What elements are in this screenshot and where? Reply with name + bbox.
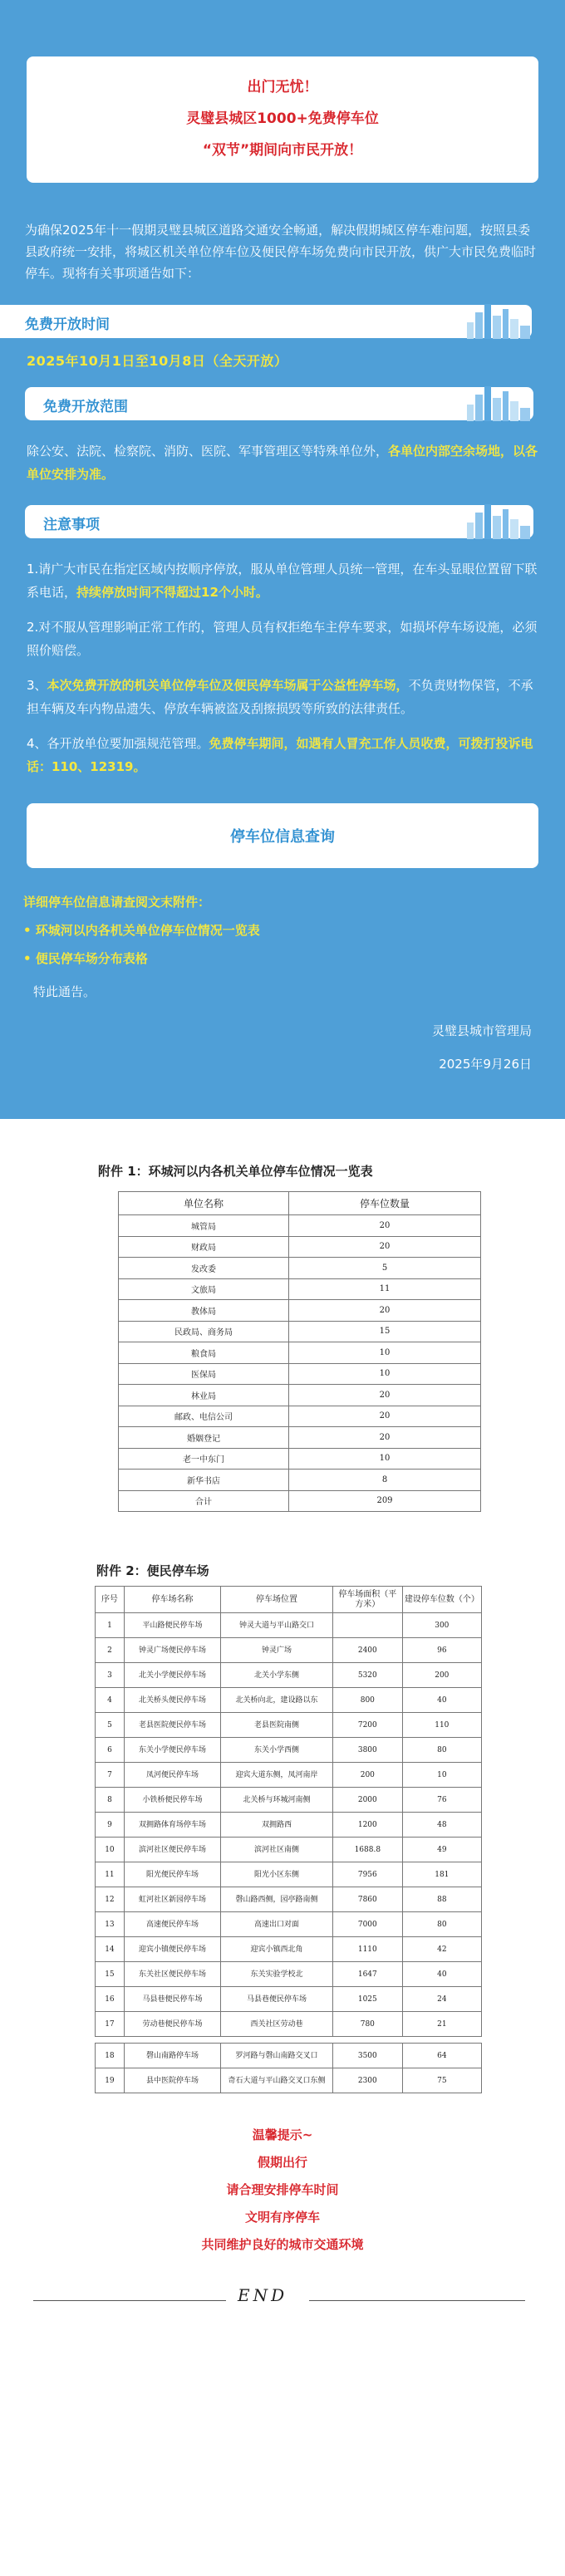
table-header-cell: 停车位数量 (289, 1192, 481, 1215)
table-cell: 1 (96, 1613, 125, 1638)
table-cell: 200 (402, 1663, 481, 1688)
table-row (119, 1236, 481, 1258)
table-cell: 209 (289, 1490, 481, 1512)
table-cell: 老县医院南侧 (221, 1713, 333, 1738)
parking-query-title: 停车位信息查询 (230, 828, 335, 846)
table-row (96, 1862, 482, 1887)
tip-line: 文明有序停车 (244, 2210, 320, 2225)
table-cell: 虹河社区新园停车场 (124, 1887, 220, 1912)
table-row (119, 1278, 481, 1300)
table1-title: 附件 1：环城河以内各机关单位停车位情况一览表 (98, 1164, 373, 1179)
table-row (96, 1763, 482, 1788)
table-cell: 16 (96, 1987, 125, 2012)
table-row (96, 1937, 482, 1962)
tip-line: 温馨提示~ (252, 2127, 313, 2142)
hero-card (27, 56, 538, 183)
scope-paragraph (27, 439, 540, 486)
agency-parking-table-body (119, 1215, 481, 1512)
table-cell: 财政局 (119, 1236, 289, 1258)
table-row (119, 1406, 481, 1427)
attachment-item-2[interactable]: • 便民停车场分布表格 (23, 951, 148, 966)
table-cell: 2 (96, 1638, 125, 1663)
table-cell: 21 (402, 2012, 481, 2037)
table-cell: 北关桥与环城河南侧 (221, 1788, 333, 1813)
table-cell: 东关社区便民停车场 (124, 1962, 220, 1987)
attachment-item-1[interactable]: • 环城河以内各机关单位停车位情况一览表 (23, 923, 260, 938)
table-cell: 北关桥向北，建设路以东 (221, 1688, 333, 1713)
table-cell: 5320 (332, 1663, 402, 1688)
table-cell: 双拥路西 (221, 1813, 333, 1838)
table-cell: 北关小学东侧 (221, 1663, 333, 1688)
table-cell: 8 (289, 1470, 481, 1491)
table-cell: 2000 (332, 1788, 402, 1813)
table-cell: 20 (289, 1427, 481, 1449)
table-cell: 1110 (332, 1937, 402, 1962)
table-cell: 110 (402, 1713, 481, 1738)
table-cell: 11 (96, 1862, 125, 1887)
table-cell: 80 (402, 1912, 481, 1937)
table-cell: 12 (96, 1887, 125, 1912)
table-row (119, 1342, 481, 1364)
table-cell: 邮政、电信公司 (119, 1406, 289, 1427)
table-cell: 小铁桥便民停车场 (124, 1788, 220, 1813)
table-cell: 民政局、商务局 (119, 1321, 289, 1342)
table-cell: 钟灵大道与平山路交口 (221, 1613, 333, 1638)
note-item-1-text: 1.请广大市民在指定区域内按顺序停放，服从单位管理人员统一管理，在车头显眼位置留下联系电话， (27, 562, 538, 600)
table-cell: 13 (96, 1912, 125, 1937)
table-cell: 迎宾小镇便民停车场 (124, 1937, 220, 1962)
table-cell: 15 (289, 1321, 481, 1342)
table-cell: 17 (96, 2012, 125, 2037)
table-cell: 西关社区劳动巷 (221, 2012, 333, 2037)
table-cell: 10 (289, 1363, 481, 1385)
table-cell: 7860 (332, 1887, 402, 1912)
table-cell: 城管局 (119, 1215, 289, 1237)
table-cell: 老县医院便民停车场 (124, 1713, 220, 1738)
table-cell: 10 (402, 1763, 481, 1788)
note-item-1 (27, 557, 540, 604)
table-cell: 滨河社区南侧 (221, 1838, 333, 1862)
table-cell: 3800 (332, 1738, 402, 1763)
table-header-cell: 单位名称 (119, 1192, 289, 1215)
end-divider (0, 2275, 565, 2320)
section-title-notes: 注意事项 (43, 517, 100, 533)
table-gap-cell (96, 2037, 482, 2044)
table-cell: 9 (96, 1813, 125, 1838)
table-header-cell: 停车场名称 (124, 1587, 220, 1613)
table-cell: 1025 (332, 1987, 402, 2012)
table-cell: 10 (96, 1838, 125, 1862)
table-cell: 8 (96, 1788, 125, 1813)
table2-title: 附件 2：便民停车场 (96, 1563, 209, 1578)
tip-line: 共同维护良好的城市交通环境 (201, 2237, 364, 2252)
table-cell: 96 (402, 1638, 481, 1663)
table-row (119, 1321, 481, 1342)
table-cell: 3 (96, 1663, 125, 1688)
table-row (96, 2012, 482, 2037)
table-row (96, 1813, 482, 1838)
table-row (119, 1385, 481, 1406)
table-cell: 迎宾小镇西北角 (221, 1937, 333, 1962)
table-row (119, 1470, 481, 1491)
table-cell: 双拥路体育场停车场 (124, 1813, 220, 1838)
closing-text: 特此通告。 (33, 984, 96, 999)
table-row (96, 2068, 482, 2093)
table-row (96, 1788, 482, 1813)
public-parking-table-body (96, 1613, 482, 2093)
table-cell: 76 (402, 1788, 481, 1813)
table-row (119, 1427, 481, 1449)
table-cell: 马县巷便民停车场 (221, 1987, 333, 2012)
table-cell: 阳光便民停车场 (124, 1862, 220, 1887)
signature-date: 2025年9月26日 (439, 1057, 532, 1072)
divider-line (33, 2300, 226, 2301)
table-cell: 1200 (332, 1813, 402, 1838)
table-cell: 2300 (332, 2068, 402, 2093)
attachment-list (23, 888, 565, 973)
announcement-section (0, 0, 565, 1119)
table-cell: 19 (96, 2068, 125, 2093)
table-cell: 北关桥头便民停车场 (124, 1688, 220, 1713)
table-cell: 14 (96, 1937, 125, 1962)
table-cell: 48 (402, 1813, 481, 1838)
table-cell: 800 (332, 1688, 402, 1713)
note-item-2: 2.对不服从管理影响正常工作的，管理人员有权拒绝车主停车要求，如损坏停车场设施，必须照价赔偿。 (27, 620, 538, 658)
table-row (96, 1912, 482, 1937)
table-cell: 东关小学西侧 (221, 1738, 333, 1763)
table-row (96, 1887, 482, 1912)
table-header-row (119, 1192, 481, 1215)
table-cell: 20 (289, 1236, 481, 1258)
city-skyline-icon (465, 301, 532, 339)
divider-line (309, 2300, 525, 2301)
table-row (96, 1738, 482, 1763)
section-title-scope: 免费开放范围 (43, 399, 128, 415)
table-cell: 磬山路西侧，园亭路南侧 (221, 1887, 333, 1912)
table-header-cell: 建设停车位数（个） (402, 1587, 481, 1613)
agency-parking-table (118, 1191, 481, 1512)
table-cell: 80 (402, 1738, 481, 1763)
table-row (119, 1215, 481, 1237)
table-cell: 7000 (332, 1912, 402, 1937)
table-row (96, 1987, 482, 2012)
table-cell: 平山路便民停车场 (124, 1613, 220, 1638)
table-cell: 滨河社区便民停车场 (124, 1838, 220, 1862)
note-item-3-text: 不负责财物保管，不承担车辆及车内物品遗失、停放车辆被盗及刮擦损毁等所致的法律责任。 (27, 678, 533, 716)
table-cell: 东关小学便民停车场 (124, 1738, 220, 1763)
table-row (96, 1638, 482, 1663)
table-cell: 迎宾大道东侧，凤河南岸 (221, 1763, 333, 1788)
city-skyline-icon (465, 383, 532, 421)
table-cell: 5 (289, 1258, 481, 1279)
attachment-heading: 详细停车位信息请查阅文末附件： (23, 895, 211, 910)
table-row (96, 1962, 482, 1987)
table-cell: 老一中东门 (119, 1448, 289, 1470)
table-cell: 42 (402, 1937, 481, 1962)
table-cell: 奇石大道与平山路交叉口东侧 (221, 2068, 333, 2093)
table-cell: 181 (402, 1862, 481, 1887)
table-row (96, 1613, 482, 1638)
table-header-cell: 停车场面积（平方米） (332, 1587, 402, 1613)
signature-block (0, 1014, 532, 1081)
table-cell: 高速出口对面 (221, 1912, 333, 1937)
tips-block (0, 2122, 565, 2259)
scope-text: 除公安、法院、检察院、消防、医院、军事管理区等特殊单位外， (27, 444, 389, 459)
signature-org: 灵璧县城市管理局 (431, 1023, 532, 1038)
section-bar-scope (0, 383, 565, 424)
table-cell: 劳动巷便民停车场 (124, 2012, 220, 2037)
table-row (96, 1663, 482, 1688)
note-item-3 (27, 674, 540, 720)
scope-highlight: 各单位内部空余场地，以各单位安排为准。 (27, 444, 538, 482)
table-cell: 6 (96, 1738, 125, 1763)
table-cell: 780 (332, 2012, 402, 2037)
table-cell: 合计 (119, 1490, 289, 1512)
table-row (96, 1713, 482, 1738)
table-cell: 75 (402, 2068, 481, 2093)
note-item-4-text: 4、各开放单位要加强规范管理。 (27, 736, 209, 751)
table-cell: 7200 (332, 1713, 402, 1738)
public-parking-table (95, 1586, 482, 2093)
table-gap-row (96, 2037, 482, 2044)
table-row (96, 1838, 482, 1862)
table-cell: 300 (402, 1613, 481, 1638)
table-cell: 新华书店 (119, 1470, 289, 1491)
table-cell (332, 1613, 402, 1638)
table-cell: 东关实验学校北 (221, 1962, 333, 1987)
table-cell: 7 (96, 1763, 125, 1788)
table-cell: 64 (402, 2044, 481, 2068)
end-mark: END (238, 2285, 288, 2305)
table-cell: 2400 (332, 1638, 402, 1663)
table-cell: 1688.8 (332, 1838, 402, 1862)
table-row (96, 1688, 482, 1713)
section-bar-time (0, 301, 565, 342)
table-cell: 罗河路与磬山南路交叉口 (221, 2044, 333, 2068)
table-row (119, 1363, 481, 1385)
table-cell: 发改委 (119, 1258, 289, 1279)
table-cell: 20 (289, 1300, 481, 1322)
table-row (96, 2044, 482, 2068)
note-item-4 (27, 732, 540, 778)
table-header-cell: 停车场位置 (221, 1587, 333, 1613)
table-cell: 粮食局 (119, 1342, 289, 1364)
table-cell: 15 (96, 1962, 125, 1987)
table-cell: 49 (402, 1838, 481, 1862)
table-cell: 40 (402, 1962, 481, 1987)
table-cell: 18 (96, 2044, 125, 2068)
city-skyline-icon (465, 501, 532, 539)
hero-line-2: 灵璧县城区1000+免费停车位 (186, 110, 379, 127)
table-cell: 马县巷便民停车场 (124, 1987, 220, 2012)
table-cell: 20 (289, 1406, 481, 1427)
note-item-3-highlight: 本次免费开放的机关单位停车位及便民停车场属于公益性停车场， (47, 678, 409, 693)
table-header-cell: 序号 (96, 1587, 125, 1613)
table-row (119, 1490, 481, 1512)
table-cell: 24 (402, 1987, 481, 2012)
table-cell: 钟灵广场 (221, 1638, 333, 1663)
table-cell: 10 (289, 1342, 481, 1364)
parking-query-card (27, 803, 538, 868)
note-item-1-highlight: 持续停放时间不得超过12个小时。 (76, 585, 268, 600)
open-date: 2025年10月1日至10月8日（全天开放） (27, 353, 288, 369)
table-cell: 文旅局 (119, 1278, 289, 1300)
table-cell: 县中医院停车场 (124, 2068, 220, 2093)
table-cell: 4 (96, 1688, 125, 1713)
table-cell: 钟灵广场便民停车场 (124, 1638, 220, 1663)
table-cell: 10 (289, 1448, 481, 1470)
section-title-time: 免费开放时间 (25, 316, 110, 333)
table-cell: 阳光小区东侧 (221, 1862, 333, 1887)
table-row (119, 1448, 481, 1470)
table-cell: 88 (402, 1887, 481, 1912)
table-cell: 高速便民停车场 (124, 1912, 220, 1937)
tip-line: 假期出行 (257, 2155, 307, 2170)
intro-paragraph: 为确保2025年十一假期灵璧县城区道路交通安全畅通，解决假期城区停车难问题，按照县委县政府统一安排，将城区机关单位停车位及便民停车场免费向市民开放，供广大市民免费临时停车。现将有关事项通告如下： (25, 223, 537, 281)
table-cell: 1647 (332, 1962, 402, 1987)
table-cell: 婚姻登记 (119, 1427, 289, 1449)
table-cell: 凤河便民停车场 (124, 1763, 220, 1788)
table-header-row (96, 1587, 482, 1613)
note-item-4-highlight: 免费停车期间，如遇有人冒充工作人员收费，可拨打投诉电话：110、12319。 (27, 736, 533, 774)
attachments-section (0, 1162, 565, 2320)
tip-line: 请合理安排停车时间 (226, 2182, 339, 2197)
table-cell: 磬山南路停车场 (124, 2044, 220, 2068)
table-cell: 11 (289, 1278, 481, 1300)
note-item-3-prefix: 3、 (27, 678, 47, 693)
table-cell: 教体局 (119, 1300, 289, 1322)
table-cell: 林业局 (119, 1385, 289, 1406)
table-cell: 20 (289, 1215, 481, 1237)
table-row (119, 1258, 481, 1279)
table-row (119, 1300, 481, 1322)
hero-line-3: “双节”期间向市民开放！ (202, 142, 363, 159)
table-cell: 200 (332, 1763, 402, 1788)
table-cell: 北关小学便民停车场 (124, 1663, 220, 1688)
table-cell: 3500 (332, 2044, 402, 2068)
table-cell: 20 (289, 1385, 481, 1406)
hero-line-1: 出门无忧！ (247, 79, 318, 96)
table-cell: 40 (402, 1688, 481, 1713)
table-cell: 5 (96, 1713, 125, 1738)
table-cell: 7956 (332, 1862, 402, 1887)
table-cell: 医保局 (119, 1363, 289, 1385)
section-bar-notes (0, 501, 565, 542)
